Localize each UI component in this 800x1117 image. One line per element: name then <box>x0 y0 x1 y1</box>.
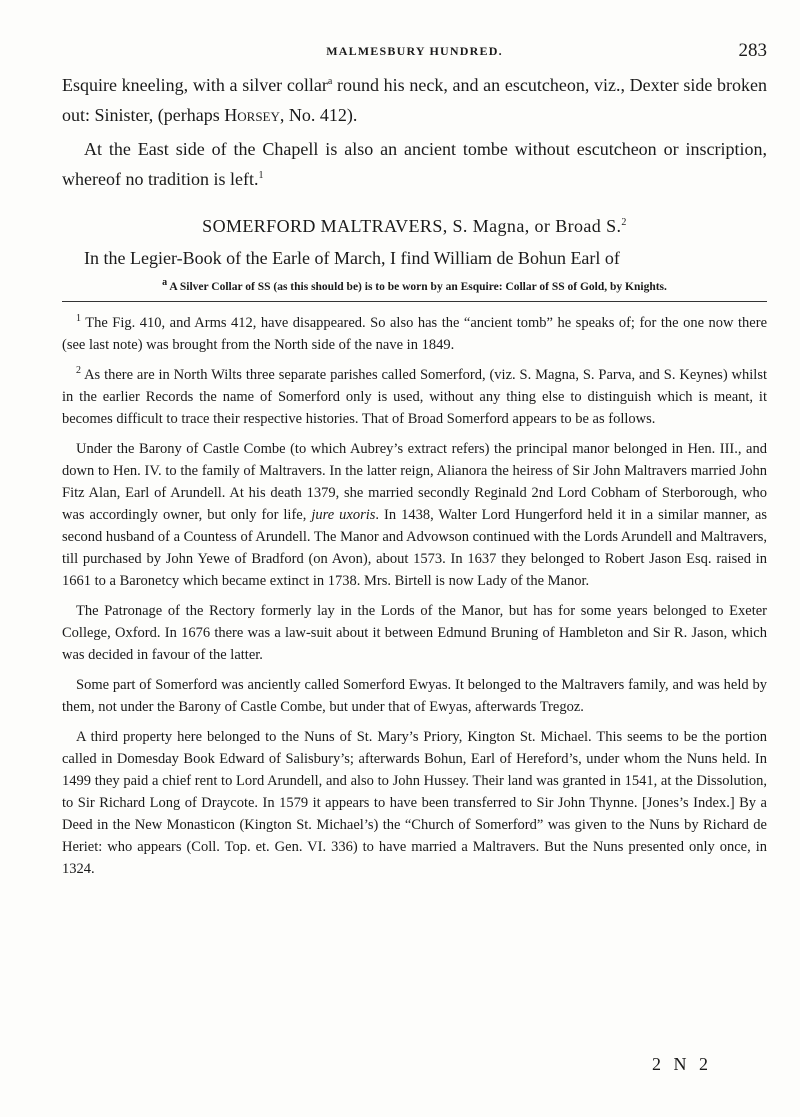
footnote-a <box>62 277 767 293</box>
note-patronage: The Patronage of the Rectory formerly lay in the Lords of the Manor, but has for some years belonged to Exeter College, Oxford. In 1676 there was a law-suit about it between Edmund Bruning of Hambleton and Sir R. Jason, which was decided in favour of the latter. <box>62 603 767 663</box>
page-header <box>62 40 767 70</box>
note-barony-italic: jure uxoris <box>311 507 376 523</box>
footnote-ref-a: a <box>327 76 333 87</box>
footnote-ref-1: 1 <box>258 170 264 181</box>
note-barony <box>62 438 767 592</box>
section-heading <box>62 216 767 237</box>
footnote-divider <box>62 301 767 302</box>
para1-text-a: Esquire kneeling, with a silver collar <box>62 75 328 95</box>
note-2-text: As there are in North Wilts three separate parishes called Somerford, (viz. S. Magna, S. Parva, and S. Keynes) whilst in the earlier Records the name of Somerford only is used, without any thing else to distinguish which is meant, it becomes difficult to trace their respective histories. That of Broad Somerford appears to be as follows. <box>62 367 767 427</box>
note-2-marker: 2 <box>76 365 81 377</box>
running-head: MALMESBURY HUNDRED. <box>326 44 503 58</box>
note-third-property: A third property here belonged to the Nuns of St. Mary’s Priory, Kington St. Michael. This seems to be the portion called in Domesday Book Edward of Salisbury’s; afterwards Bohun, Earl of Hereford’s, under whom the Nuns held. In 1499 they paid a chief rent to Lord Arundell, and also to John Hussey. Their land was granted in 1541, at the Dissolution, to Sir Richard Long of Draycote. In 1579 it appears to have been transferred to Sir John Thynne. [Jones’s Index.] By a Deed in the New Monasticon (Kington St. Michael’s) the “Church of Somerford” was given to the Nuns by Richard de Heriet: who appears (Coll. Top. et. Gen. VI. 336) to have married a Maltravers. But the Nuns presented only once, in 1324. <box>62 729 767 877</box>
body-paragraph-2 <box>62 134 767 194</box>
note-1-text: The Fig. 410, and Arms 412, have disappeared. So also has the “ancient tomb” he speaks of; for the one now there (see last note) was brought from the North side of the nave in 1849. <box>62 315 767 353</box>
note-barony-text-a: Under the Barony of Castle Combe (to which Aubrey’s extract refers) the principal manor belonged in Hen. III., and down to Hen. IV. to the family of Maltravers. In the latter reign, Alianora the heiress of Sir John Maltravers married John Fitz Alan, Earl of Arundell. At his death 1379, she married secondly Reginald 2nd Lord Cobham of Sterborough, who was accordingly owner, but only for life, <box>62 441 767 523</box>
para1-name: Horsey <box>224 105 280 125</box>
para1-text-c: , No. 412). <box>279 105 358 125</box>
para2-text: At the East side of the Chapell is also an ancient tombe without escutcheon or inscription, whereof no tradition is left. <box>62 139 767 189</box>
footnote-a-text: A Silver Collar of SS (as this should be) is to be worn by an Esquire: Collar of SS of Gold, by Knights. <box>167 281 667 293</box>
page <box>62 40 767 888</box>
note-ewyas: Some part of Somerford was anciently called Somerford Ewyas. It belonged to the Maltravers family, and was held by them, not under the Barony of Castle Combe, but under that of Ewyas, afterwards Tregoz. <box>62 677 767 715</box>
note-1-marker: 1 <box>76 313 81 325</box>
section-heading-text: SOMERFORD MALTRAVERS, S. Magna, or Broad S. <box>202 216 622 236</box>
note-1 <box>62 312 767 356</box>
body-paragraph-1 <box>62 70 767 130</box>
note-2 <box>62 364 767 430</box>
note-barony-text-b: . In 1438, Walter Lord Hungerford held it in a similar manner, as second husband of a Countess of Arundell. The Manor and Advowson continued with the Lords Arundell and Maltravers, till purchased by John Yewe of Bradford (on Avon), about 1573. In 1637 they belonged to Robert Jason Esq. raised in 1661 to a Baronetcy which became extinct in 1738. Mrs. Birtell is now Lady of the Manor. <box>62 507 767 589</box>
footnote-ref-2: 2 <box>621 217 627 228</box>
signature-mark: 2 N 2 <box>652 1054 712 1074</box>
para1-text-b: round his neck, and an escutcheon, viz., Dexter side broken out: Sinister, (perhaps <box>62 75 767 125</box>
footnote-a-marker: a <box>162 277 168 289</box>
body-paragraph-3: In the Legier-Book of the Earle of March, I find William de Bohun Earl of <box>84 248 620 268</box>
page-number: 283 <box>738 40 767 61</box>
